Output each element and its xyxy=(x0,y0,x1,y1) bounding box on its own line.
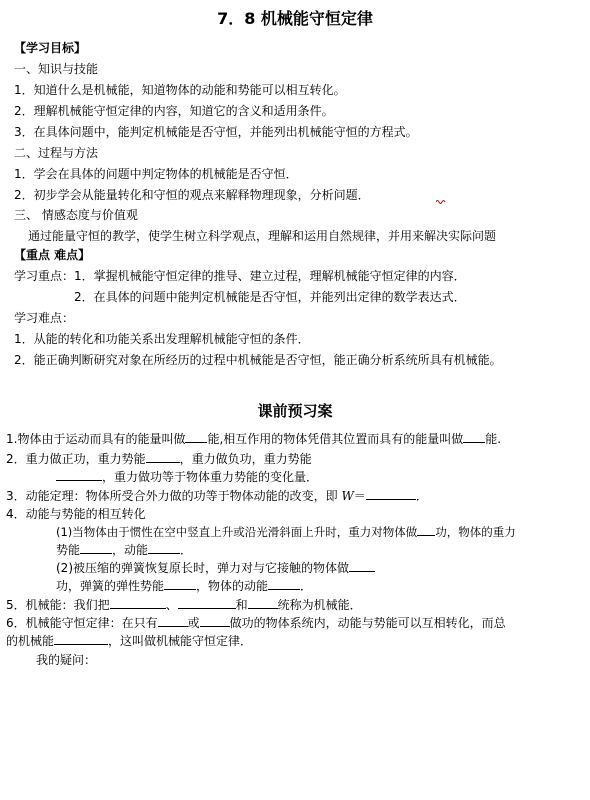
question-4-part-2-cont: 功，弹簧的弹性势能 ，物体的动能 ． xyxy=(56,579,313,593)
key-point-row xyxy=(14,268,466,284)
question-6-cont: 的机械能 ，这叫做机械能守恒定律． xyxy=(6,634,253,648)
question-4-part-2: (2)被压缩的弹簧恢复原长时，弹力对与它接触的物体做 xyxy=(56,559,375,576)
answer-blank[interactable] xyxy=(200,614,230,627)
answer-blank[interactable] xyxy=(185,430,207,443)
answer-blank[interactable] xyxy=(110,596,166,609)
key-label: 学习重点： xyxy=(14,269,75,283)
answer-blank[interactable] xyxy=(158,614,188,627)
answer-blank[interactable] xyxy=(268,577,300,590)
answer-blank[interactable] xyxy=(463,430,485,443)
question-5: 5．机械能：我们把 、 和 统称为机械能． xyxy=(6,598,362,612)
answer-blank[interactable] xyxy=(56,468,102,481)
key-item: 2．在具体的问题中能判定机械能是否守恒，并能列出定律的数学表达式． xyxy=(74,290,466,304)
attitude-text: 通过能量守恒的教学，使学生树立科学观点，理解和运用自然规律，并用来解决实际问题 xyxy=(28,229,497,243)
question-2: 2．重力做正功，重力势能 ，重力做负功，重力势能 xyxy=(6,452,312,466)
question-4-part-1-cont: 势能 ，动能 ． xyxy=(56,543,193,557)
process-heading: 二、过程与方法 xyxy=(14,146,99,160)
spellcheck-squiggle-icon xyxy=(436,199,446,205)
key-points-heading: 【重点 难点】 xyxy=(14,248,91,262)
answer-blank[interactable] xyxy=(54,632,108,645)
attitude-heading: 三、 情感态度与价值观 xyxy=(14,208,138,222)
key-item: 1．掌握机械能守恒定律的推导、建立过程，理解机械能守恒定律的内容． xyxy=(74,269,466,283)
answer-blank[interactable] xyxy=(349,559,375,572)
process-item: 2．初步学会从能量转化和守恒的观点来解释物理现象，分析问题． xyxy=(14,188,370,202)
difficulty-item: 1．从能的转化和功能关系出发理解机械能守恒的条件． xyxy=(14,332,310,346)
objectives-heading: 【学习目标】 xyxy=(14,41,87,55)
process-item: 1．学会在具体的问题中判定物体的机械能是否守恒． xyxy=(14,167,298,181)
question-6: 6．机械能守恒定律：在只有 或 做功的物体系统内，动能与势能可以互相转化，而总 xyxy=(6,616,506,630)
preview-heading: 课前预习案 xyxy=(257,402,333,420)
my-question-label: 我的疑问： xyxy=(36,653,97,667)
knowledge-item: 3．在具体问题中，能判定机械能是否守恒，并能列出机械能守恒的方程式。 xyxy=(14,125,418,139)
answer-blank[interactable] xyxy=(164,577,196,590)
answer-blank[interactable] xyxy=(146,450,180,463)
answer-blank[interactable] xyxy=(248,596,278,609)
difficulty-label: 学习难点： xyxy=(14,311,75,325)
answer-blank[interactable] xyxy=(148,541,180,554)
question-4-part-1: (1)当物体由于惯性在空中竖直上升或沿光滑斜面上升时，重力对物体做 功，物体的重力 xyxy=(56,525,516,539)
answer-blank[interactable] xyxy=(366,487,416,500)
difficulty-item: 2．能正确判断研究对象在所经历的过程中机械能是否守恒，能正确分析系统所具有机械能。 xyxy=(14,353,502,367)
knowledge-heading: 一、知识与技能 xyxy=(14,62,99,76)
question-4-heading: 4．动能与势能的相互转化 xyxy=(6,507,146,521)
knowledge-item: 1．知道什么是机械能，知道物体的动能和势能可以相互转化。 xyxy=(14,83,346,97)
answer-blank[interactable] xyxy=(80,541,112,554)
question-3: 3．动能定理：物体所受合外力做的功等于物体动能的改变，即 W＝ ． xyxy=(6,489,428,503)
answer-blank[interactable] xyxy=(417,523,435,536)
question-1: 1.物体由于运动而具有的能量叫做 能,相互作用的物体凭借其位置而具有的能量叫做 能. xyxy=(6,432,502,446)
question-2-cont: ，重力做功等于物体重力势能的变化量． xyxy=(56,468,318,485)
page-title: 7．8 机械能守恒定律 xyxy=(217,9,373,28)
answer-blank[interactable] xyxy=(178,596,236,609)
knowledge-item: 2．理解机械能守恒定律的内容，知道它的含义和适用条件。 xyxy=(14,104,334,118)
